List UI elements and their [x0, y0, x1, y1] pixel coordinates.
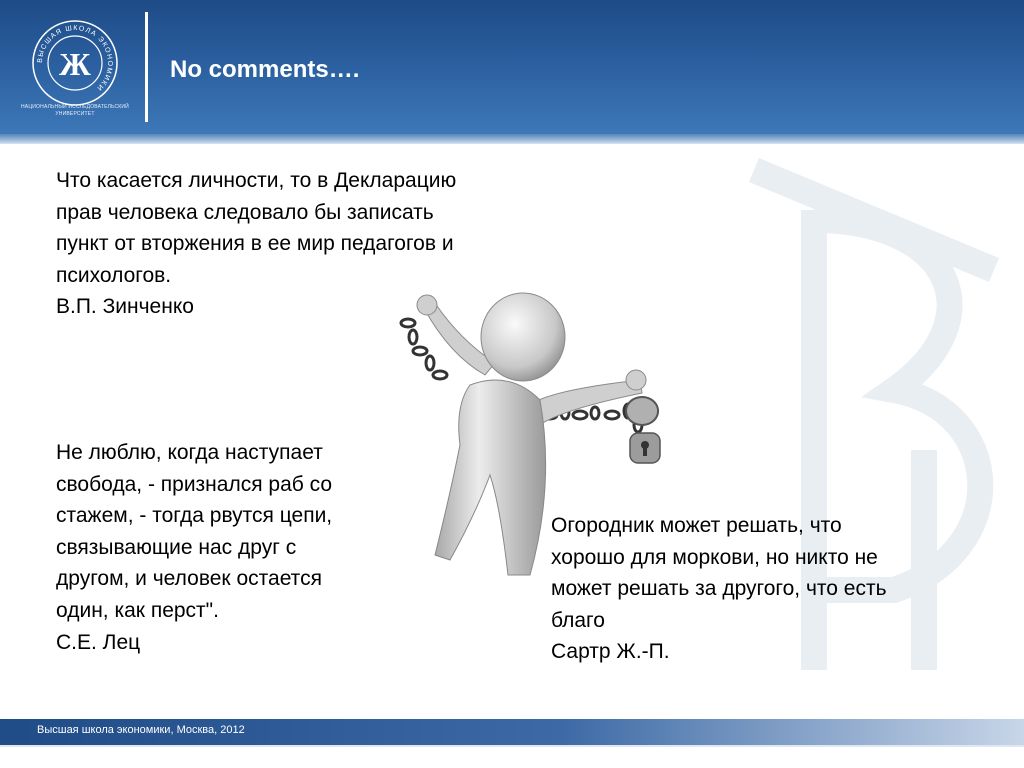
quote-line: психологов.: [56, 263, 172, 287]
quote-line: может решать за другого, что есть: [551, 577, 887, 601]
quote-line: Что касается личности, то в Декларацию: [56, 169, 457, 192]
quote-line: прав человека следовало бы записать: [56, 200, 434, 224]
header-bar: [0, 0, 1024, 134]
chained-figure-illustration: [380, 285, 700, 585]
quote-line: свобода, - признался раб со: [56, 472, 333, 496]
quote-line: другом, и человек остается: [56, 567, 322, 591]
footer-text: Высшая школа экономики, Москва, 2012: [37, 724, 245, 736]
slide-title: No comments….: [170, 56, 360, 83]
quote-line: стажем, - тогда рвутся цепи,: [56, 504, 333, 528]
quote-lec: [56, 437, 406, 658]
quote-author: Сартр Ж.-П.: [551, 640, 670, 664]
quote-line: Огородник может решать, что: [551, 514, 842, 537]
quote-author: В.П. Зинченко: [56, 295, 194, 319]
logo-ring-text: ВЫСШАЯ ШКОЛА ЭКОНОМИКИ: [36, 24, 114, 93]
svg-text:Ж: Ж: [59, 46, 91, 82]
quote-line: Не люблю, когда наступает: [56, 441, 323, 464]
quote-line: благо: [551, 608, 605, 632]
header-divider: [145, 12, 148, 122]
quote-line: хорошо для моркови, но никто не: [551, 545, 878, 569]
quote-line: один, как перст".: [56, 598, 219, 622]
quote-author: С.Е. Лец: [56, 630, 141, 654]
quote-line: связывающие нас друг с: [56, 535, 297, 559]
footer-line: [0, 745, 1024, 747]
header-bottom-band: [0, 134, 1024, 144]
logo-caption: НАЦИОНАЛЬНЫЙ ИССЛЕДОВАТЕЛЬСКИЙ УНИВЕРСИТЕТ: [21, 104, 129, 117]
quote-line: пункт от вторжения в ее мир педагогов и: [56, 232, 454, 256]
hse-logo-icon: [30, 18, 120, 108]
